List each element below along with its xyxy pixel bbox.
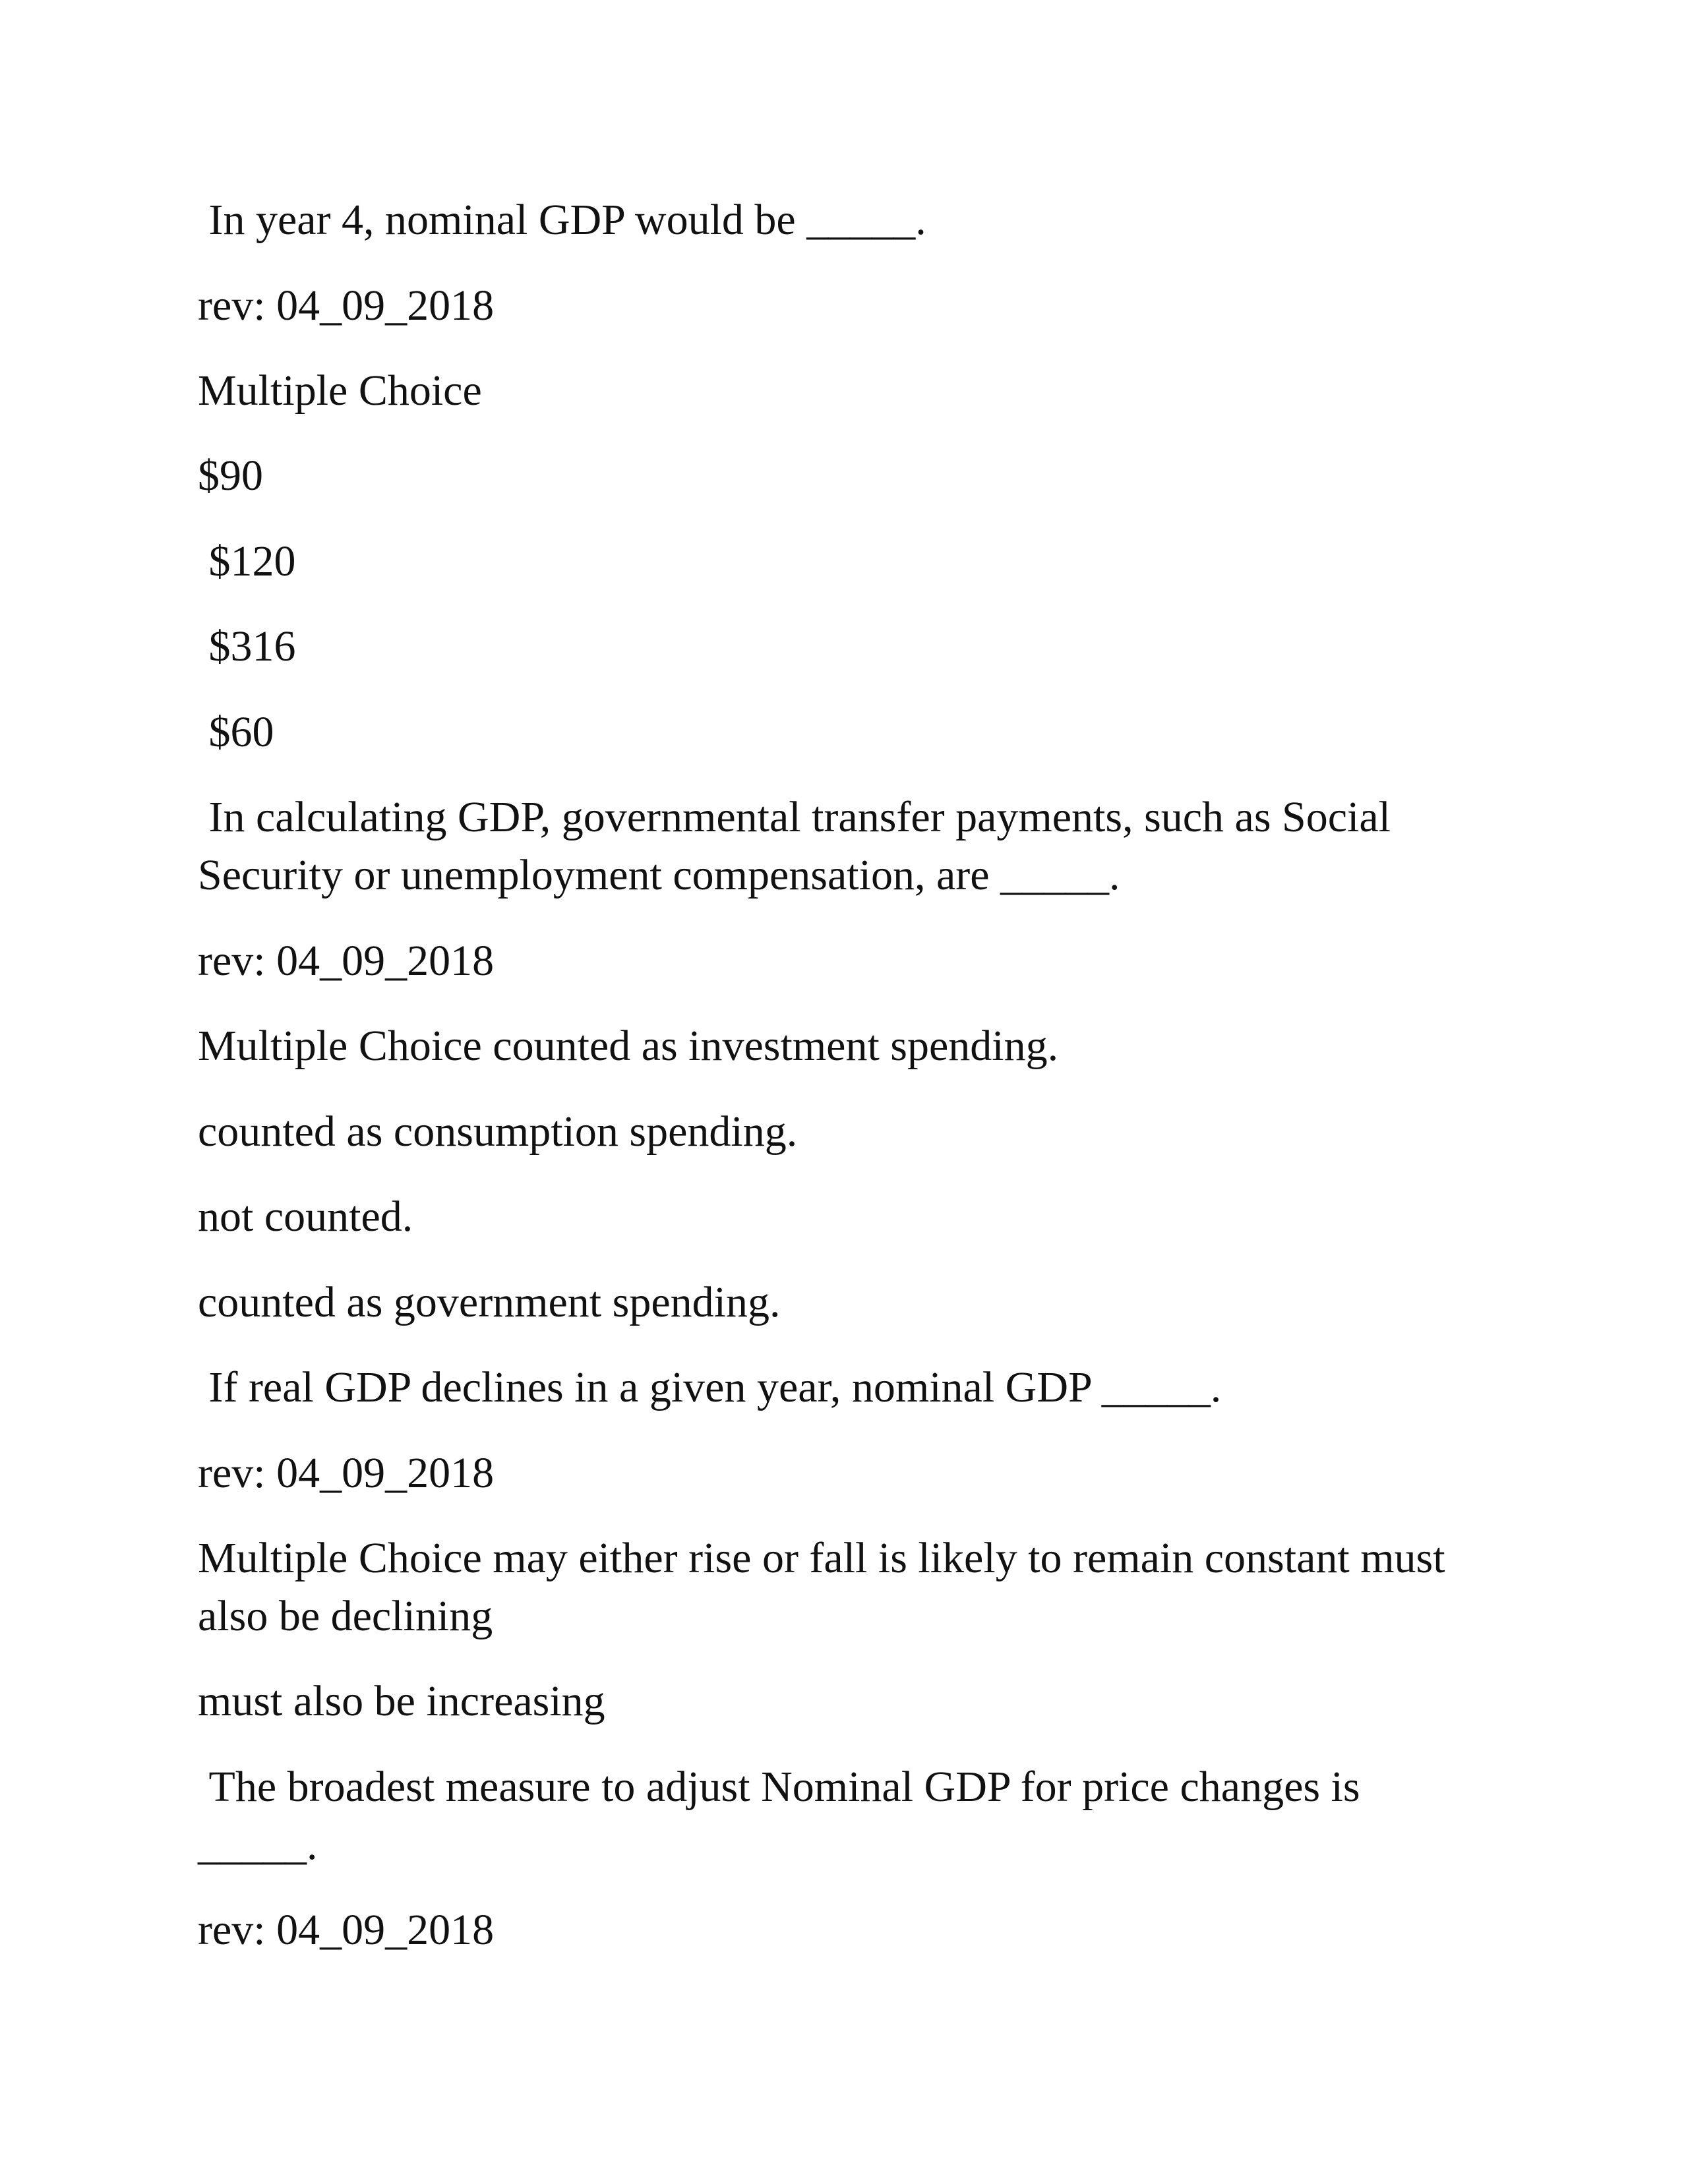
answer-option: $316 — [198, 622, 296, 670]
question-2-text: In calculating GDP, governmental transfer payments, such as Social Security or unemployment compensation, are _____. — [198, 793, 1402, 899]
revision-note: rev: 04_09_2018 — [198, 1449, 495, 1497]
question-4-text: The broadest measure to adjust Nominal GDP for price changes is _____. — [198, 1763, 1372, 1869]
answer-option: counted as government spending. — [198, 1278, 781, 1326]
question-1-text: In year 4, nominal GDP would be _____. — [198, 196, 926, 244]
question-3-text: If real GDP declines in a given year, nominal GDP _____. — [198, 1363, 1222, 1411]
question-type-label-with-options: Multiple Choice may either rise or fall is likely to remain constant must also be declining — [198, 1534, 1457, 1640]
answer-option: not counted. — [198, 1193, 413, 1241]
revision-note: rev: 04_09_2018 — [198, 937, 495, 985]
question-type-label: Multiple Choice — [198, 367, 482, 415]
question-type-label-with-option: Multiple Choice counted as investment spending. — [198, 1022, 1059, 1070]
answer-option: counted as consumption spending. — [198, 1107, 798, 1156]
revision-note: rev: 04_09_2018 — [198, 1906, 495, 1954]
answer-option: must also be increasing — [198, 1677, 605, 1725]
revision-note: rev: 04_09_2018 — [198, 281, 495, 330]
answer-option: $60 — [198, 708, 274, 756]
answer-option: $90 — [198, 452, 263, 500]
answer-option: $120 — [198, 537, 296, 585]
